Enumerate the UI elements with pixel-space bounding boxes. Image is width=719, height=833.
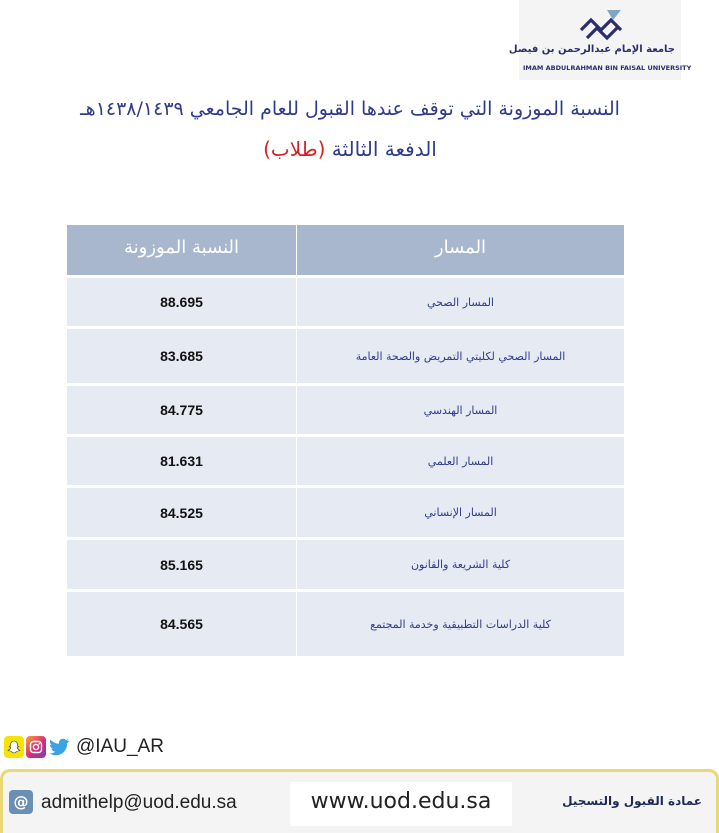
score-cell: 88.695 [160, 294, 203, 310]
group-label: (طلاب) [263, 137, 326, 161]
table-row [67, 589, 624, 656]
university-logo-mark-icon [577, 8, 627, 46]
instagram-icon[interactable] [26, 736, 46, 758]
header-path: المسار [434, 237, 487, 258]
score-cell: 84.525 [160, 504, 203, 521]
website-link[interactable]: www.uod.edu.sa [290, 782, 512, 826]
path-cell: المسار الصحي [427, 295, 494, 309]
footer-bar [0, 769, 719, 833]
score-cell: 84.775 [160, 402, 203, 418]
table-row [67, 485, 624, 537]
twitter-icon[interactable] [48, 736, 70, 758]
header-score: النسبة الموزونة [123, 237, 239, 258]
table-header [67, 225, 624, 275]
admission-scores-table [67, 225, 624, 656]
path-cell: المسار الهندسي [423, 403, 498, 417]
page-subtitle [40, 137, 660, 161]
contact-email[interactable]: admithelp@uod.edu.sa [41, 792, 237, 813]
path-cell: المسار العلمي [427, 454, 494, 468]
score-cell: 83.685 [160, 348, 203, 364]
page-title: النسبة الموزونة التي توقف عندها القبول للعام الجامعي ١٤٣٨/١٤٣٩هـ [80, 98, 620, 120]
path-cell: المسار الإنساني [424, 506, 497, 519]
at-sign-icon: @ [9, 790, 33, 814]
snapchat-icon[interactable] [4, 736, 24, 758]
score-cell: 84.565 [160, 616, 203, 632]
path-cell: المسار الصحي لكليتي التمريض والصحة العامة [355, 349, 566, 363]
table-row [67, 275, 624, 326]
table-row [67, 537, 624, 589]
university-name-english: IMAM ABDULRAHMAN BIN FAISAL UNIVERSITY [523, 64, 692, 72]
social-handle[interactable]: @IAU_AR [76, 736, 164, 757]
score-cell: 85.165 [160, 556, 203, 573]
social-links [4, 732, 164, 762]
deanship-name: عمادة القبول والتسجيل [562, 794, 702, 808]
score-cell: 81.631 [160, 453, 203, 469]
path-cell: كلية الشريعة والقانون [410, 558, 511, 571]
path-cell: كلية الدراسات التطبيقية وخدمة المجتمع [370, 617, 551, 631]
table-row [67, 434, 624, 485]
table-row [67, 383, 624, 434]
university-name-arabic: جامعة الإمام عبدالرحمن بن فيصل [508, 44, 675, 55]
table-row [67, 326, 624, 383]
batch-label: الدفعة الثالثة [331, 137, 437, 161]
university-logo [508, 0, 692, 80]
